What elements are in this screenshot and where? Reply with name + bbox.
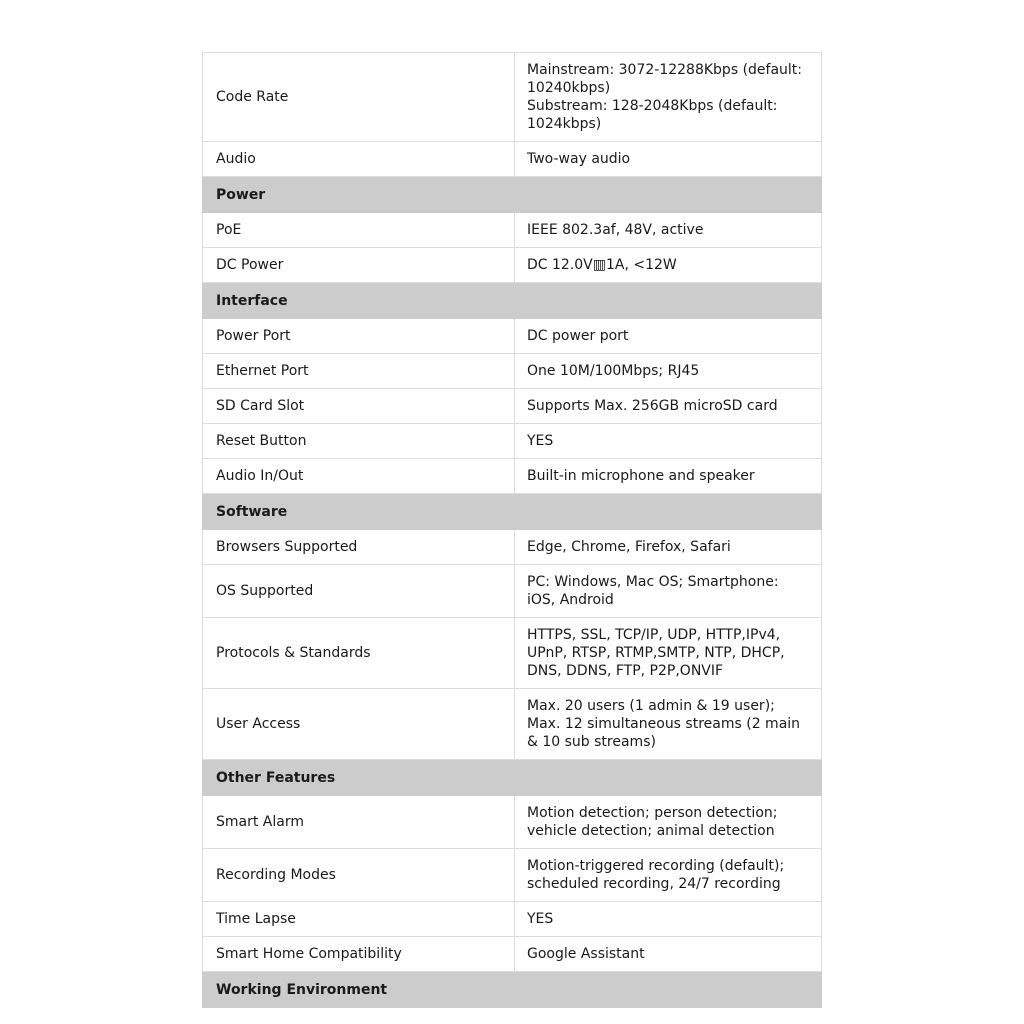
spec-row <box>203 849 822 902</box>
spec-row <box>203 530 822 565</box>
spec-value-line: 1024kbps) <box>527 116 602 132</box>
spec-value-line: Max. 20 users (1 admin & 19 user); <box>527 698 775 714</box>
spec-value-line: YES <box>527 433 554 449</box>
spec-value <box>515 689 822 760</box>
spec-table <box>202 52 822 1008</box>
spec-value-line: Google Assistant <box>527 946 645 962</box>
spec-value-line: Mainstream: 3072-12288Kbps (default: <box>527 62 803 78</box>
spec-label: Reset Button <box>203 424 515 459</box>
spec-row <box>203 902 822 937</box>
spec-value-line: Substream: 128-2048Kbps (default: <box>527 98 778 114</box>
spec-label: Smart Alarm <box>203 796 515 849</box>
spec-label: PoE <box>203 213 515 248</box>
spec-value <box>515 530 822 565</box>
section-header: Software <box>203 494 822 530</box>
section-header-row <box>203 283 822 319</box>
spec-row <box>203 796 822 849</box>
spec-label: User Access <box>203 689 515 760</box>
spec-label: Time Lapse <box>203 902 515 937</box>
spec-row <box>203 142 822 177</box>
spec-value-line: Two-way audio <box>527 151 631 167</box>
spec-row <box>203 53 822 142</box>
spec-row <box>203 424 822 459</box>
spec-value <box>515 849 822 902</box>
spec-label: Protocols & Standards <box>203 618 515 689</box>
spec-label: OS Supported <box>203 565 515 618</box>
spec-label: Browsers Supported <box>203 530 515 565</box>
spec-value <box>515 459 822 494</box>
spec-value-line: PC: Windows, Mac OS; Smartphone: <box>527 574 779 590</box>
spec-value-line: scheduled recording, 24/7 recording <box>527 876 781 892</box>
spec-value-line: Edge, Chrome, Firefox, Safari <box>527 539 731 555</box>
spec-value-line: Built-in microphone and speaker <box>527 468 755 484</box>
spec-value <box>515 937 822 972</box>
spec-row <box>203 389 822 424</box>
spec-value-line: iOS, Android <box>527 592 614 608</box>
spec-label: Code Rate <box>203 53 515 142</box>
spec-row <box>203 937 822 972</box>
spec-value <box>515 354 822 389</box>
spec-value <box>515 565 822 618</box>
spec-row <box>203 459 822 494</box>
spec-value-line: Motion-triggered recording (default); <box>527 858 785 874</box>
section-header-row <box>203 760 822 796</box>
spec-value <box>515 53 822 142</box>
section-header-row <box>203 177 822 213</box>
spec-value <box>515 248 822 283</box>
section-header: Working Environment <box>203 972 822 1008</box>
spec-label: Audio <box>203 142 515 177</box>
spec-value-line: One 10M/100Mbps; RJ45 <box>527 363 700 379</box>
spec-row <box>203 618 822 689</box>
spec-value-line: HTTPS, SSL, TCP/IP, UDP, HTTP,IPv4, <box>527 627 781 643</box>
spec-label: DC Power <box>203 248 515 283</box>
spec-row <box>203 248 822 283</box>
spec-value-line: DC 12.0V▥1A, <12W <box>527 257 677 273</box>
section-header-row <box>203 972 822 1008</box>
spec-label: Ethernet Port <box>203 354 515 389</box>
section-header-row <box>203 494 822 530</box>
spec-table-body <box>203 53 822 1008</box>
spec-row <box>203 689 822 760</box>
spec-value-line: Supports Max. 256GB microSD card <box>527 398 778 414</box>
spec-row <box>203 354 822 389</box>
spec-label: Smart Home Compatibility <box>203 937 515 972</box>
spec-value-line: Motion detection; person detection; <box>527 805 778 821</box>
spec-value-line: YES <box>527 911 554 927</box>
spec-label: Audio In/Out <box>203 459 515 494</box>
spec-value-line: DNS, DDNS, FTP, P2P,ONVIF <box>527 663 724 679</box>
spec-value <box>515 902 822 937</box>
spec-value <box>515 142 822 177</box>
spec-label: Power Port <box>203 319 515 354</box>
section-header: Interface <box>203 283 822 319</box>
spec-value-line: UPnP, RTSP, RTMP,SMTP, NTP, DHCP, <box>527 645 785 661</box>
spec-value-line: & 10 sub streams) <box>527 734 656 750</box>
spec-value <box>515 319 822 354</box>
spec-value-line: Max. 12 simultaneous streams (2 main <box>527 716 801 732</box>
spec-row <box>203 565 822 618</box>
spec-row <box>203 213 822 248</box>
spec-row <box>203 319 822 354</box>
spec-value-line: DC power port <box>527 328 629 344</box>
spec-value <box>515 424 822 459</box>
spec-value-line: vehicle detection; animal detection <box>527 823 775 839</box>
spec-value-line: IEEE 802.3af, 48V, active <box>527 222 704 238</box>
spec-label: SD Card Slot <box>203 389 515 424</box>
section-header: Other Features <box>203 760 822 796</box>
spec-value-line: 10240kbps) <box>527 80 611 96</box>
spec-value <box>515 389 822 424</box>
section-header: Power <box>203 177 822 213</box>
spec-value <box>515 213 822 248</box>
spec-value <box>515 796 822 849</box>
spec-label: Recording Modes <box>203 849 515 902</box>
spec-value <box>515 618 822 689</box>
